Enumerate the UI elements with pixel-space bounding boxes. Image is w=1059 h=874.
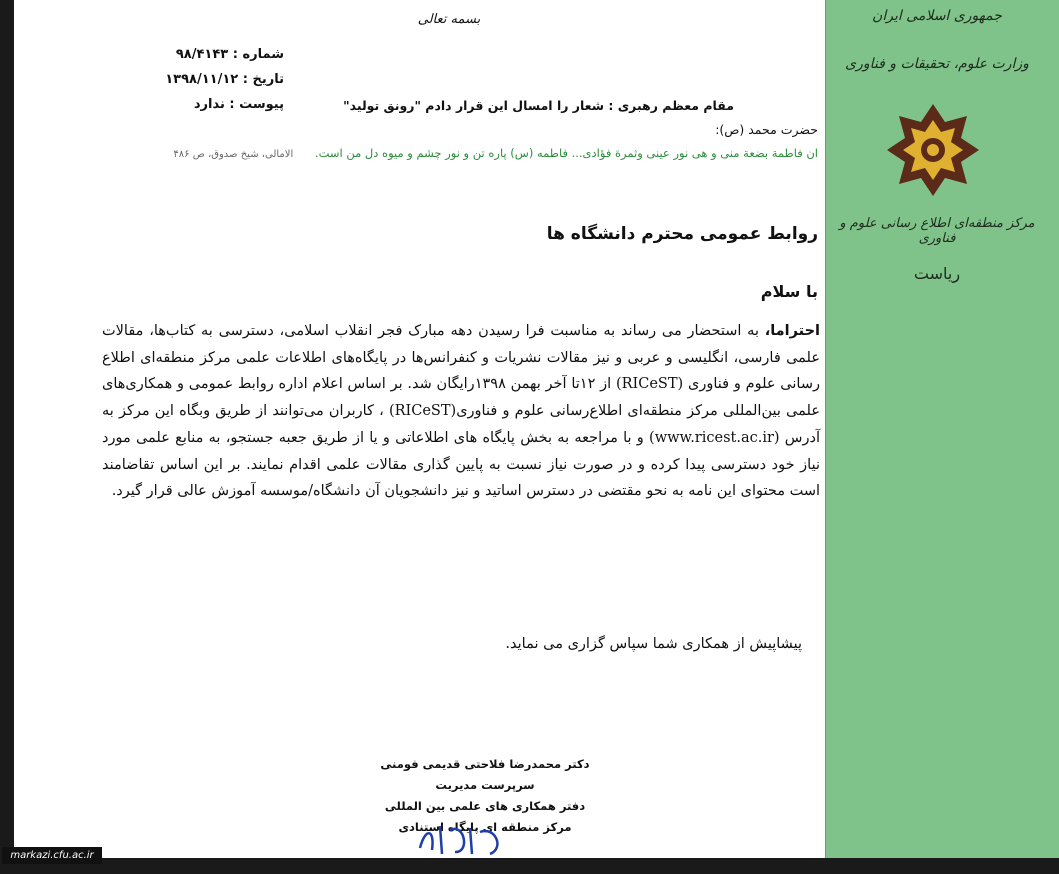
ricest-logo-icon — [878, 100, 988, 200]
letter-meta — [124, 42, 284, 117]
hadith-text: ان فاطمة بضعة منى و هى نور عينى وثمرة فؤادى... فاطمه (س) پاره تن و نور چشم و میوه دل من است. — [314, 146, 818, 160]
letterhead-sidebar — [825, 0, 1059, 858]
signer-title: سرپرست مدیریت — [435, 778, 535, 792]
frame-left — [0, 0, 14, 874]
leader-motto: مقام معظم رهبری : شعار را امسال این قرار دادم "رونق تولید" — [343, 98, 734, 113]
number-value: ۹۸/۴۱۴۳ — [175, 47, 229, 62]
body-text: به استحضار می رساند به مناسبت فرا رسیدن دهه مبارک فجر انقلاب اسلامی، دسترسی به کتاب‌ها، مقالات علمی فارسی، انگلیسی و عربی و نیز مقالات نشریات و کنفرانس‌ها در پایگاه‌های اطلاعات علمی مرکز منطقه‌ای اطلاع رسانی علوم و فناوری (RICeST) از ۱۲تا آخر بهمن ۱۳۹۸رایگان شد. بر اساس اعلام اداره روابط عمومی و همکاری‌های علمی بین‌المللی مرکز منطقه‌ای اطلاع‌رسانی علوم و فناوری(RICeST) ، کاربران می‌توانند از طریق وبگاه این مرکز به آدرس (www.ricest.ac.ir) و با مراجعه به بخش پایگاه های اطلاعاتی و یا از طریق جعبه جستجو، به منابع علمی مورد نیاز خود دسترسی پیدا کرده و در صورت نیاز نسبت به پایین گذاری مقالات علمی اقدام نمایند. بر این اساس تقاضامند است محتوای این نامه به نحو مقتضی در دسترس اساتید و نیز دانشجویان آن دانشگاه/موسسه آموزش عالی قرار گیرد. — [102, 323, 821, 500]
letter-date — [124, 67, 284, 92]
closing-line: پیشاپیش از همکاری شما سپاس گزاری می نماید. — [505, 636, 802, 652]
signer-name: دکتر محمدرضا فلاحتی قدیمی فومنی — [380, 757, 590, 771]
republic-title: جمهوری اسلامی ایران — [872, 8, 1002, 24]
letter-page — [14, 0, 826, 858]
letter-attachment — [124, 92, 284, 117]
recipient: روابط عمومی محترم دانشگاه ها — [546, 224, 818, 244]
date-value: ۱۳۹۸/۱۱/۱۲ — [165, 72, 239, 87]
attachment-value: ندارد — [193, 97, 225, 112]
letter-number — [124, 42, 284, 67]
department-title: ریاست — [913, 264, 961, 283]
center-name: مرکز منطقه‌ای اطلاع رسانی علوم و فناوری — [839, 216, 1035, 246]
hadith-attribution: حضرت محمد (ص): — [715, 122, 818, 137]
watermark: markazi.cfu.ac.ir — [2, 847, 102, 864]
hadith-source: الامالی، شیخ صدوق، ص ۴۸۶ — [173, 149, 294, 160]
body-lead: احتراما، — [764, 323, 820, 339]
frame-bottom — [0, 858, 1059, 874]
bismillah: بسمه تعالی — [417, 12, 481, 27]
greeting: با سلام — [760, 282, 818, 301]
signer-office: دفتر همکاری های علمی بین المللی — [384, 799, 586, 813]
signer-unit: مرکز منطقه ای پایگاه استنادی — [398, 820, 572, 834]
handwritten-signature — [410, 818, 520, 858]
number-label: شماره : — [232, 47, 284, 62]
letter-body — [102, 318, 820, 505]
attachment-label: پیوست : — [229, 97, 284, 112]
hadith-line — [58, 146, 818, 160]
ministry-title: وزارت علوم، تحقیقات و فناوری — [845, 56, 1029, 72]
date-label: تاریخ : — [242, 72, 284, 87]
